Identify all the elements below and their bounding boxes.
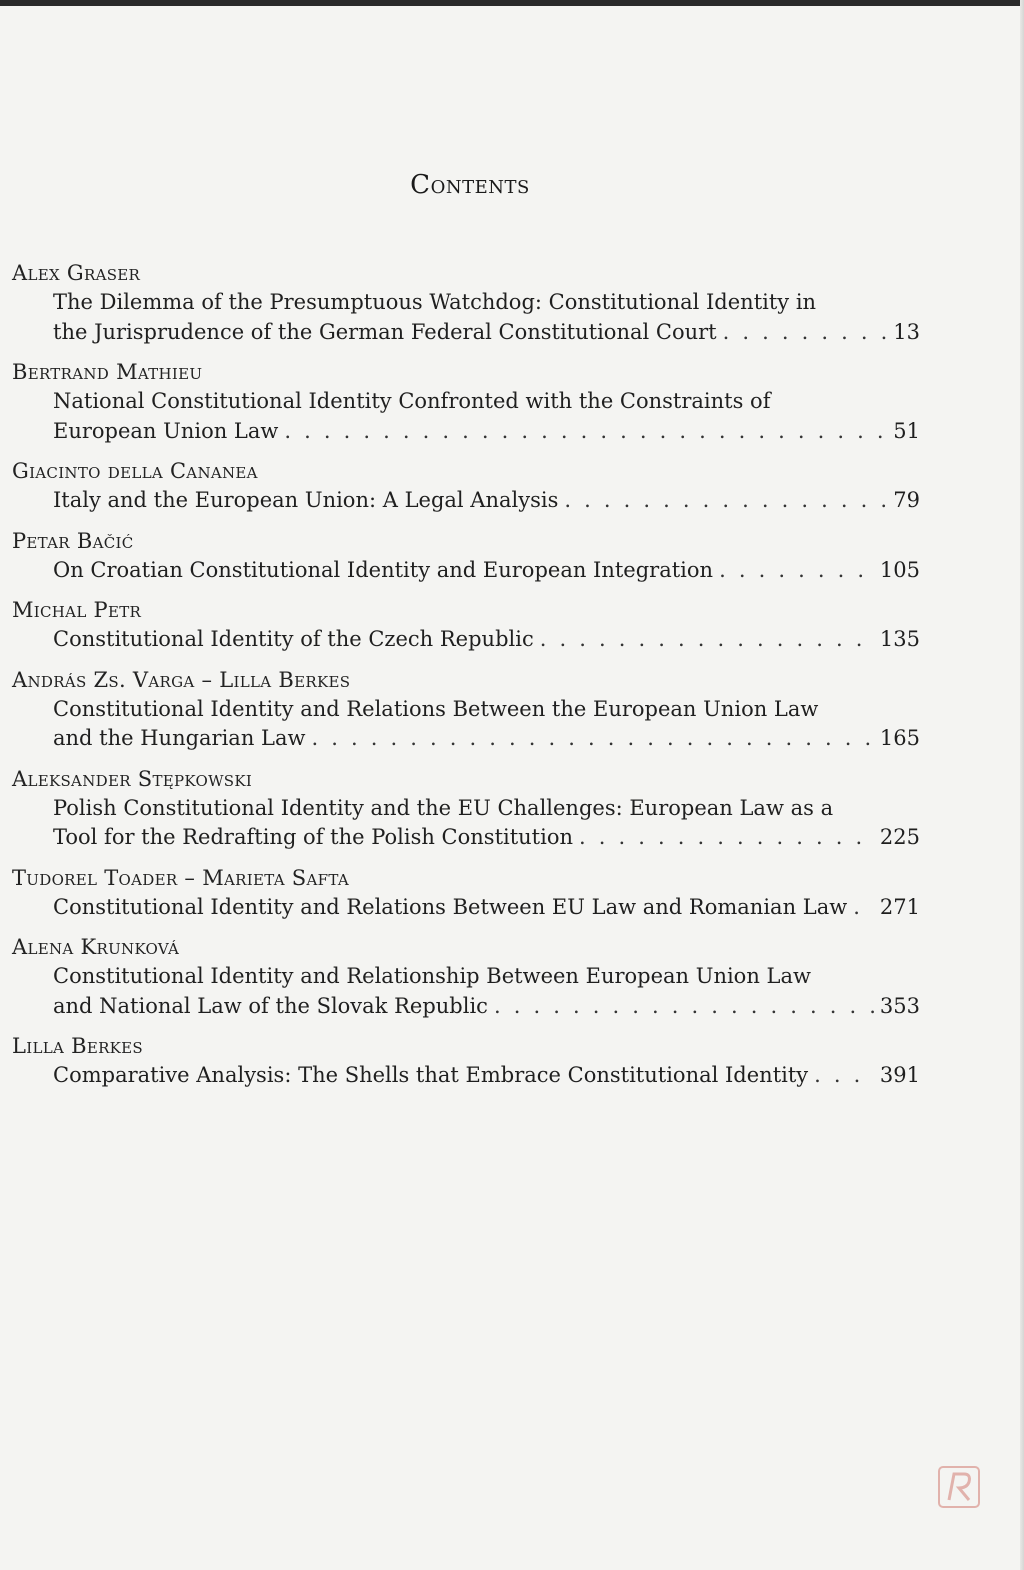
entry-page-number: 13 [893,319,920,344]
dot-leader [311,724,873,754]
entry-title-final-line [12,417,920,447]
entry-author: Aleksander Stępkowski [12,766,253,791]
entry-title-line: National Constitutional Identity Confronted with the Constraints of [53,389,771,413]
entry-page-number: 391 [879,1063,920,1087]
toc-entry [12,595,920,655]
entry-title-text: and National Law of the Slovak Republic [53,993,488,1018]
toc-entry [12,764,920,853]
entry-title-text: the Jurisprudence of the German Federal Constitutional Court [53,319,717,344]
dot-leader [494,992,874,1022]
entry-page-number: 105 [879,557,920,582]
entry-title-text: On Croatian Constitutional Identity and European Integration [53,557,714,582]
dot-leader [853,893,874,923]
entry-title-final-line [12,556,920,586]
entry-author: Michal Petr [12,598,142,622]
entry-page-number: 135 [879,627,920,651]
dot-leader [540,625,874,655]
entry-author: András Zs. Varga – Lilla Berkes [12,667,351,692]
entry-author: Lilla Berkes [12,1034,144,1058]
dot-leader [284,417,887,447]
entry-title-final-line [12,1061,920,1091]
toc-entry [12,357,920,446]
toc-entry [12,863,920,923]
toc-entry [12,1031,920,1091]
entry-title-text: European Union Law [53,418,279,443]
entry-title-final-line [12,893,920,923]
entry-title-text: and the Hungarian Law [53,726,306,750]
entry-title-line: Polish Constitutional Identity and the EU Challenges: European Law as a [53,795,834,820]
entry-title-final-line [12,823,920,853]
toc-entry [12,258,920,347]
dot-leader [564,486,887,516]
entry-author: Giacinto della Cananea [12,459,258,483]
toc-entry [12,665,920,754]
entry-author: Alex Graser [12,261,141,285]
entry-page-number: 225 [879,825,920,849]
publisher-logo-icon [936,1464,982,1510]
entry-title-line: Constitutional Identity and Relations Between the European Union Law [53,696,819,721]
entry-title-text: Italy and the European Union: A Legal Analysis [53,488,559,512]
entry-title-text: Constitutional Identity of the Czech Republic [53,627,534,651]
entry-author: Alena Krunková [12,935,180,959]
page-title: Contents [410,170,530,200]
entry-title-final-line [12,486,920,516]
entry-author: Petar Bačić [12,528,134,553]
entry-title-text: Comparative Analysis: The Shells that Embrace Constitutional Identity [53,1063,809,1087]
entry-title-final-line [12,625,920,655]
entry-title-text: Tool for the Redrafting of the Polish Constitution [53,825,574,849]
page-right-edge [1020,0,1024,1570]
toc-entry [12,456,920,516]
page-top-edge [0,0,1024,6]
dot-leader [814,1061,874,1091]
entry-title-text: Constitutional Identity and Relations Between EU Law and Romanian Law [53,894,848,919]
entry-title-final-line [12,992,920,1022]
entry-page-number: 51 [893,418,920,443]
table-of-contents [12,258,920,1101]
toc-entry [12,932,920,1021]
entry-title-line: The Dilemma of the Presumptuous Watchdog: Constitutional Identity in [53,290,817,314]
dot-leader [719,556,874,586]
dot-leader [579,823,874,853]
entry-page-number: 271 [879,894,920,919]
entry-page-number: 353 [879,993,920,1018]
entry-page-number: 79 [893,488,920,512]
entry-author: Bertrand Mathieu [12,360,203,384]
entry-title-final-line [12,318,920,348]
dot-leader [723,318,888,348]
entry-title-final-line [12,724,920,754]
entry-title-line: Constitutional Identity and Relationship Between European Union Law [53,964,811,988]
entry-author: Tudorel Toader – Marieta Safta [12,865,349,890]
toc-entry [12,526,920,586]
entry-page-number: 165 [879,726,920,750]
